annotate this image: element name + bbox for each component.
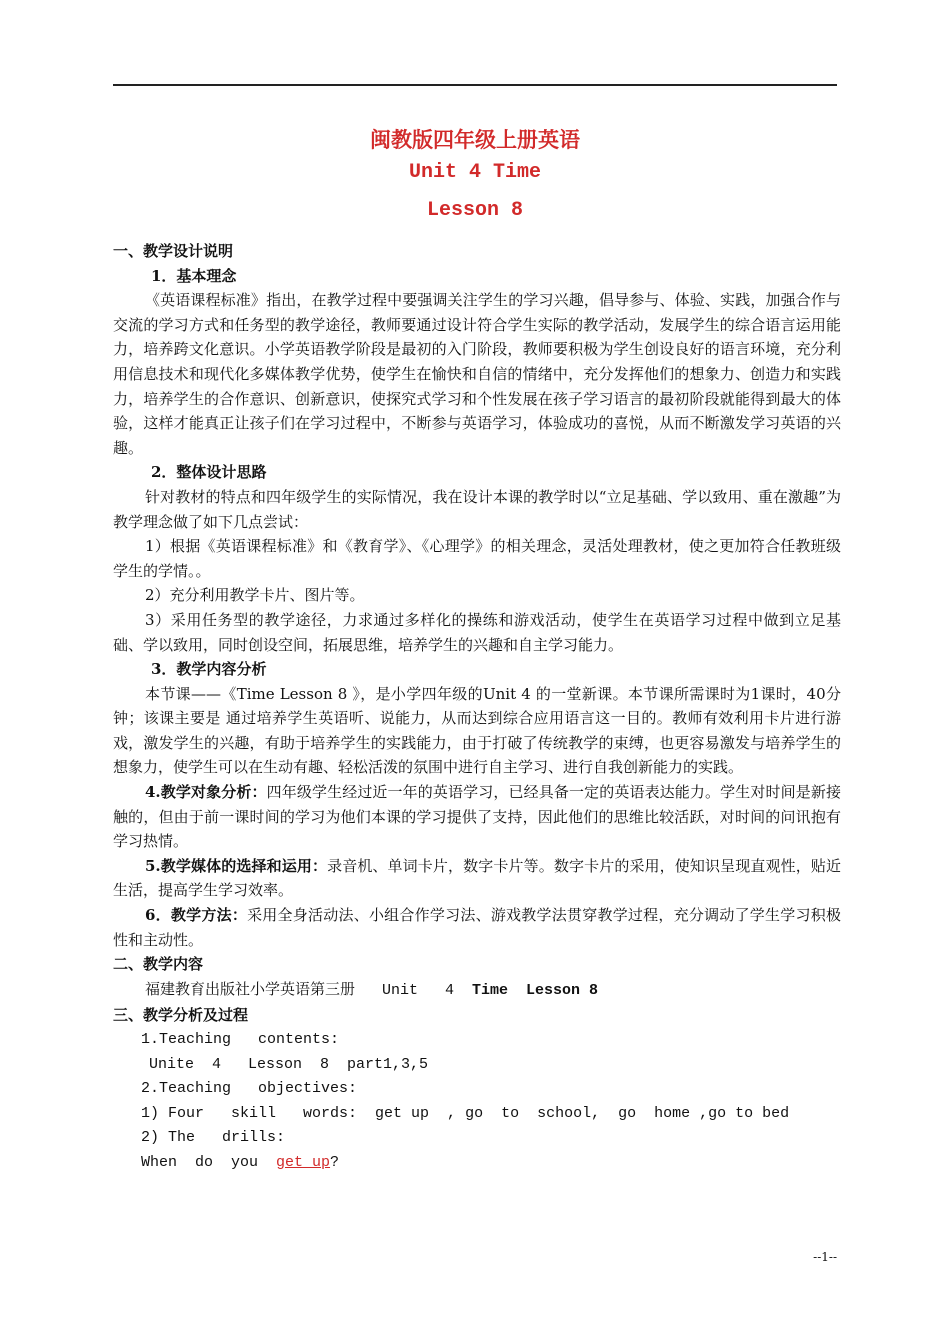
subsection-4-label: 4.教学对象分析： [145, 783, 267, 802]
drills-label: 2) The drills: [141, 1129, 286, 1147]
subsection-2-item-1: 1）根据《英语课程标准》和《教育学》、《心理学》的相关理念，灵活处理教材，使之更加符合任教班级学生的学情。。 [113, 537, 841, 580]
subsection-1-heading: 1．基本理念 [151, 266, 237, 285]
subsection-6-label: 6．教学方法： [145, 906, 248, 925]
lesson-title: Lesson 8 [426, 199, 523, 222]
page-number: --1-- [813, 1250, 837, 1264]
teaching-objectives-label: 2.Teaching objectives: [141, 1080, 358, 1098]
subsection-2-heading: 2．整体设计思路 [151, 463, 267, 482]
subsection-1-text: 《英语课程标准》指出，在教学过程中要强调关注学生的学习兴趣，倡导参与、体验、实践，加强合作与交流的学习方式和任务型的教学途径，教师要通过设计符合学生实际的教学活动，发展学生的综合语言运用能力，培养跨文化意识。小学英语教学阶段是最初的入门阶段，教师要积极为学生创设良好的语言环境，充分利用信息技术和现代化多媒体教学优势，使学生在愉快和自信的情绪中，充分发挥他们的想象力、创造力和实践力，培养学生的合作意识、创新意识，使探究式学习和个性发展在孩子学习语言的最初阶段就能得到最大的体验，这样才能真正让孩子们在学习过程中，不断参与英语学习，体验成功的喜悦，从而不断激发学习英语的兴趣。 [113, 291, 841, 457]
skill-words-line [113, 1102, 841, 1127]
drill-question-prefix: When do you [141, 1153, 277, 1171]
drill-question-suffix: ? [330, 1153, 340, 1171]
subsection-2-item-2: 2）充分利用教学卡片、图片等。 [145, 586, 365, 605]
subsection-4 [113, 780, 841, 854]
page-title: 闽教版四年级上册英语 [370, 127, 580, 152]
section-2-text-prefix: 福建教育出版社小学英语第三册 Unit 4 [145, 981, 473, 999]
teaching-contents-label: 1.Teaching contents: [141, 1031, 340, 1048]
drill-question [113, 1151, 841, 1176]
section-3-heading: 三、教学分析及过程 [113, 1006, 249, 1025]
section-2-text-bold: Time Lesson 8 [472, 981, 599, 999]
subsection-6-text: 采用全身活动法、小组合作学习法、游戏教学法贯穿教学过程，充分调动了学生学习积极性和主动性。 [113, 906, 841, 949]
subsection-3-text: 本节课——《Time Lesson 8 》，是小学四年级的Unit 4 的一堂新课。本节课所需课时为1课时，40分钟；该课主要是 通过培养学生英语听、说能力，从而达到综合应用语言这一目的。教师有效利用卡片进行游戏，激发学生的兴趣，有助于培养学生的实践能力，由于打破了传统教学的束缚，也更容易激发与培养学生的想象力，使学生可以在生动有趣、轻松活泼的氛围中进行自主学习、进行自我创新能力的实践。 [113, 684, 841, 777]
subsection-2-text: 针对教材的特点和四年级学生的实际情况，我在设计本课的教学时以“立足基础、学以致用、重在激趣”为教学理念做了如下几点尝试： [113, 487, 841, 531]
subsection-2-item-3: 3）采用任务型的教学途径，力求通过多样化的操练和游戏活动，使学生在英语学习过程中做到立足基础、学以致用，同时创设空间，拓展思维，培养学生的兴趣和自主学习能力。 [113, 610, 841, 654]
unit-title: Unit 4 Time [408, 161, 542, 184]
subsection-5 [113, 854, 841, 903]
subsection-6 [113, 903, 841, 952]
subsection-5-label: 5.教学媒体的选择和运用： [145, 856, 328, 875]
section-2-heading: 二、教学内容 [113, 955, 204, 974]
subsection-4-text: 四年级学生经过近一年的英语学习，已经具备一定的英语表达能力。学生对时间是新接触的，但由于前一课时间的学习为他们本课的学习提供了支持，因此他们的思维比较活跃，对时间的问讯抱有学习热情。 [113, 783, 841, 851]
section-1-heading: 一、教学设计说明 [113, 242, 234, 260]
subsection-3-heading: 3．教学内容分析 [151, 660, 267, 679]
document-body [113, 239, 841, 1176]
drill-question-highlight: get up [276, 1153, 331, 1171]
section-2-text [113, 977, 841, 1004]
skill-words-value: get up , go to school, go home ,go to bed [357, 1104, 790, 1122]
top-rule [113, 84, 837, 86]
skill-words-label: 1) Four skill words: [141, 1104, 358, 1122]
teaching-contents-value: Unite 4 Lesson 8 part1,3,5 [149, 1055, 429, 1073]
subsection-5-text: 录音机、单词卡片，数字卡片等。数字卡片的采用，使知识呈现直观性，贴近生活，提高学生学习效率。 [113, 856, 841, 900]
